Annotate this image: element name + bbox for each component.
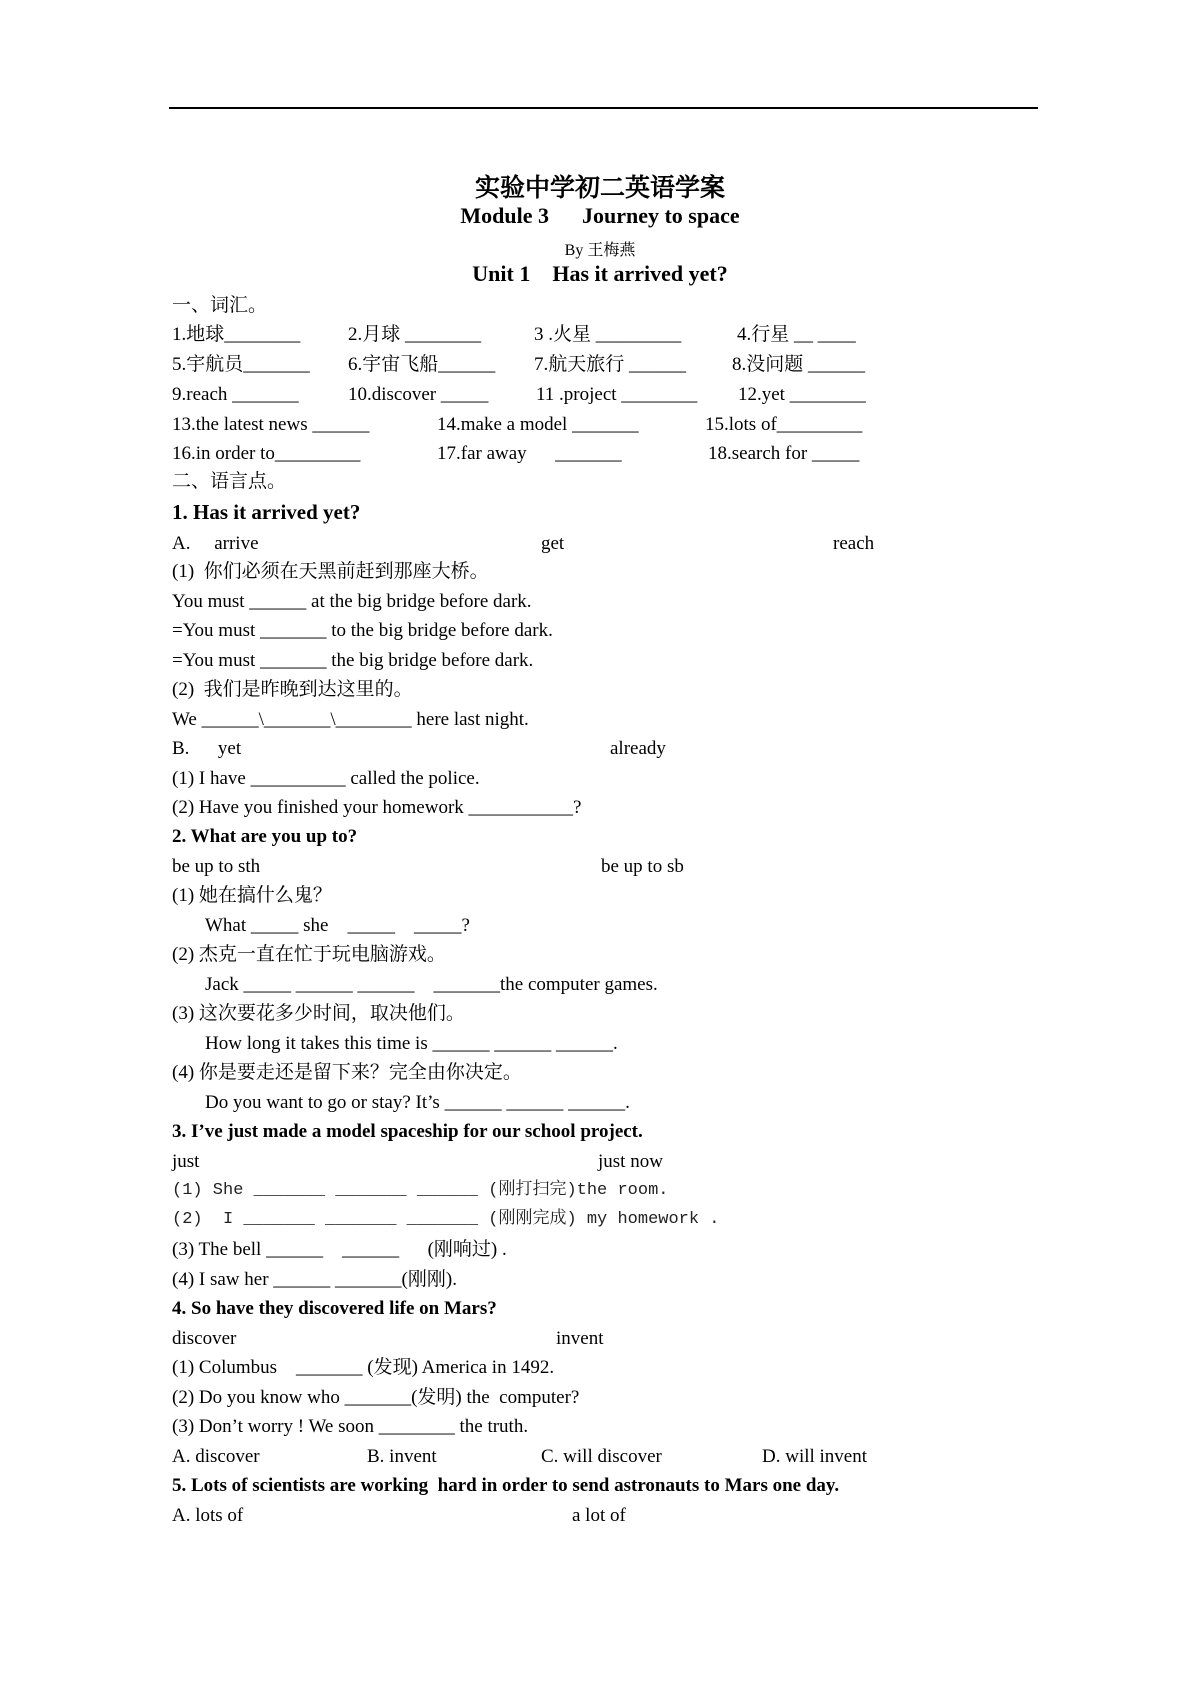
exercise-line: (1) Columbus _______ (发现) America in 1492. (172, 1357, 555, 1378)
exercise-line: (2) 杰克一直在忙于玩电脑游戏。 (172, 944, 446, 965)
author-line: By 王梅燕 (564, 242, 636, 259)
option-reach: reach (833, 533, 875, 554)
exercise-line: Jack _____ ______ ______ _______the computer games. (205, 974, 658, 995)
exercise-line: (1) She _______ _______ ______ (刚打扫完)the room. (172, 1181, 669, 1200)
exercise-line: (2) I _______ _______ _______ (刚刚完成) my homework . (172, 1210, 720, 1229)
phrase-left: just (172, 1151, 200, 1172)
option-a: A. arrive (172, 533, 259, 554)
vocab-item: 16.in order to_________ (172, 443, 361, 464)
choice-d: D. will invent (762, 1446, 868, 1467)
exercise-line: (2) 我们是昨晚到达这里的。 (172, 679, 413, 700)
vocab-item: 9.reach _______ (172, 384, 299, 405)
exercise-line: (1) 她在搞什么鬼？ (172, 885, 332, 906)
exercise-line: (1) I have __________ called the police. (172, 768, 480, 789)
vocab-item: 10.discover _____ (348, 384, 489, 405)
phrase-left: discover (172, 1328, 237, 1349)
vocab-item: 18.search for _____ (708, 443, 860, 464)
point-3-title: 3. I’ve just made a model spaceship for our school project. (172, 1121, 643, 1142)
vocab-item: 14.make a model _______ (437, 414, 639, 435)
vocab-item: 6.宇宙飞船______ (348, 354, 496, 375)
phrase-right: invent (556, 1328, 604, 1349)
vocab-item: 11 .project ________ (536, 384, 698, 405)
phrase-right: just now (598, 1151, 663, 1172)
point-5-title: 5. Lots of scientists are working hard in order to send astronauts to Mars one day. (172, 1475, 840, 1496)
vocab-item: 15.lots of_________ (705, 414, 863, 435)
vocab-item: 5.宇航员_______ (172, 354, 310, 375)
exercise-line: =You must _______ to the big bridge before dark. (172, 620, 553, 641)
unit-title: Unit 1 Has it arrived yet? (472, 261, 728, 286)
choice-c: C. will discover (541, 1446, 662, 1467)
header-rule (169, 107, 1038, 109)
phrase-left: A. lots of (172, 1505, 244, 1526)
exercise-line: You must ______ at the big bridge before dark. (172, 591, 532, 612)
vocab-item: 17.far away _______ (437, 443, 622, 464)
document-title: 实验中学初二英语学案 (474, 175, 725, 202)
vocab-item: 3 .火星 _________ (534, 324, 682, 345)
exercise-line: What _____ she _____ _____? (205, 915, 470, 936)
vocab-item: 4.行星 __ ____ (737, 324, 856, 345)
vocab-item: 7.航天旅行 ______ (534, 354, 687, 375)
choice-b: B. invent (367, 1446, 437, 1467)
choice-a: A. discover (172, 1446, 260, 1467)
points-heading: 二、语言点。 (172, 471, 287, 492)
phrase-left: be up to sth (172, 856, 261, 877)
exercise-line: (3) 这次要花多少时间，取决他们。 (172, 1003, 465, 1024)
option-get: get (541, 533, 565, 554)
phrase-right: be up to sb (601, 856, 684, 877)
exercise-line: (1) 你们必须在天黑前赶到那座大桥。 (172, 561, 489, 582)
vocab-item: 13.the latest news ______ (172, 414, 370, 435)
exercise-line: =You must _______ the big bridge before dark. (172, 650, 534, 671)
exercise-line: We ______\_______\________ here last night. (172, 709, 529, 730)
point-1-title: 1. Has it arrived yet? (172, 500, 361, 524)
option-already: already (610, 738, 666, 759)
exercise-line: Do you want to go or stay? It’s ______ ______ ______. (205, 1092, 630, 1113)
vocab-heading: 一、词汇。 (172, 295, 268, 316)
vocab-item: 2.月球 ________ (348, 324, 482, 345)
exercise-line: (4) 你是要走还是留下来？完全由你决定。 (172, 1062, 522, 1083)
exercise-line: (3) Don’t worry ! We soon ________ the truth. (172, 1416, 529, 1437)
exercise-line: (2) Do you know who _______(发明) the computer? (172, 1387, 580, 1408)
point-2-title: 2. What are you up to? (172, 826, 358, 847)
vocab-item: 8.没问题 ______ (732, 354, 866, 375)
exercise-line: (3) The bell ______ ______ (刚响过) . (172, 1239, 507, 1260)
option-b: B. yet (172, 738, 242, 759)
exercise-line: (4) I saw her ______ _______(刚刚). (172, 1269, 457, 1290)
module-title: Module 3 Journey to space (460, 203, 740, 228)
point-4-title: 4. So have they discovered life on Mars? (172, 1298, 497, 1319)
vocab-item: 12.yet ________ (738, 384, 866, 405)
exercise-line: How long it takes this time is ______ ______ ______. (205, 1033, 618, 1054)
exercise-line: (2) Have you finished your homework ___________? (172, 797, 582, 818)
phrase-right: a lot of (572, 1505, 626, 1526)
vocab-item: 1.地球________ (172, 324, 301, 345)
